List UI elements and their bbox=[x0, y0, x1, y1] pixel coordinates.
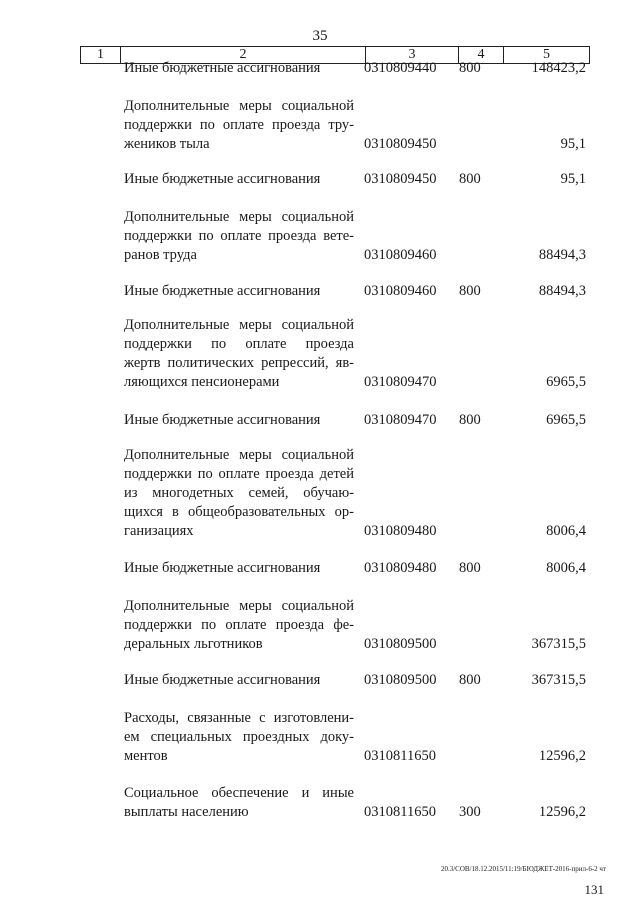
header-col-5: 5 bbox=[503, 47, 589, 63]
table-row bbox=[0, 208, 640, 265]
table-row bbox=[0, 97, 640, 154]
row-name bbox=[124, 446, 354, 541]
document-footer: 20.3/СОВ/18.12.2015/11:19/БЮДЖЕТ-2016-прил-6-2 чт bbox=[440, 865, 606, 873]
row-name-line: Расходы, связанные с изготовлени- bbox=[124, 710, 354, 726]
header-col-3: 3 bbox=[365, 47, 458, 63]
row-name-line: жертв политических репрессий, яв- bbox=[124, 355, 354, 371]
row-amount: 148423,2 bbox=[531, 60, 586, 76]
row-type: 800 bbox=[459, 672, 481, 688]
header-col-4: 4 bbox=[458, 47, 503, 63]
row-name-line: ганизациях bbox=[124, 523, 194, 539]
row-name-line: Дополнительные меры социальной bbox=[124, 98, 354, 114]
row-name-line: выплаты населению bbox=[124, 804, 249, 820]
table-row bbox=[0, 282, 640, 301]
row-name-line: ментов bbox=[124, 748, 168, 764]
row-amount: 12596,2 bbox=[538, 804, 586, 820]
table-row bbox=[0, 411, 640, 430]
table-row bbox=[0, 784, 640, 822]
row-name-line: Социальное обеспечение и иные bbox=[124, 785, 354, 801]
row-name bbox=[124, 709, 354, 766]
row-name-line: Иные бюджетные ассигнования bbox=[124, 283, 321, 299]
row-name bbox=[124, 170, 354, 189]
row-name bbox=[124, 316, 354, 392]
table-row bbox=[0, 709, 640, 766]
row-amount: 88494,3 bbox=[538, 247, 586, 263]
row-code: 0310809450 bbox=[364, 171, 437, 187]
row-name-line: Иные бюджетные ассигнования bbox=[124, 412, 321, 428]
table-row bbox=[0, 671, 640, 690]
row-type: 800 bbox=[459, 560, 481, 576]
row-name-line: Иные бюджетные ассигнования bbox=[124, 60, 321, 76]
row-name-line: Иные бюджетные ассигнования bbox=[124, 171, 321, 187]
row-name-line: Дополнительные меры социальной bbox=[124, 447, 354, 463]
row-type: 800 bbox=[459, 283, 481, 299]
row-code: 0310809500 bbox=[364, 672, 437, 688]
row-name-line: поддержки по оплате проезда фе- bbox=[124, 617, 354, 633]
row-code: 0310809440 bbox=[364, 60, 437, 76]
row-name-line: щихся в общеобразовательных ор- bbox=[124, 504, 354, 520]
table-row bbox=[0, 597, 640, 654]
row-amount: 6965,5 bbox=[546, 374, 586, 390]
page-mark: 131 bbox=[584, 882, 604, 897]
row-code: 0310809470 bbox=[364, 412, 437, 428]
row-code: 0310809470 bbox=[364, 374, 437, 390]
header-col-1: 1 bbox=[97, 47, 104, 62]
row-code: 0310811650 bbox=[364, 804, 436, 820]
row-name-line: Иные бюджетные ассигнования bbox=[124, 672, 321, 688]
row-amount: 8006,4 bbox=[546, 560, 586, 576]
row-name-line: из многодетных семей, обучаю- bbox=[124, 485, 354, 501]
row-name-line: поддержки по оплате проезда bbox=[124, 336, 354, 352]
row-name bbox=[124, 59, 354, 78]
row-name bbox=[124, 671, 354, 690]
row-amount: 8006,4 bbox=[546, 523, 586, 539]
row-name-line: Иные бюджетные ассигнования bbox=[124, 560, 321, 576]
row-amount: 95,1 bbox=[560, 171, 586, 187]
row-name-line: Дополнительные меры социальной bbox=[124, 598, 354, 614]
row-type: 300 bbox=[459, 804, 481, 820]
table-row bbox=[0, 559, 640, 578]
table-row bbox=[0, 59, 640, 78]
row-amount: 367315,5 bbox=[531, 672, 586, 688]
row-type: 800 bbox=[459, 60, 481, 76]
row-code: 0310809460 bbox=[364, 283, 437, 299]
row-code: 0310809480 bbox=[364, 560, 437, 576]
row-name bbox=[124, 208, 354, 265]
row-code: 0310809500 bbox=[364, 636, 437, 652]
row-amount: 6965,5 bbox=[546, 412, 586, 428]
row-name bbox=[124, 559, 354, 578]
row-name bbox=[124, 597, 354, 654]
row-code: 0310809450 bbox=[364, 136, 437, 152]
row-type: 800 bbox=[459, 412, 481, 428]
table-row bbox=[0, 170, 640, 189]
row-name-line: поддержки по оплате проезда тру- bbox=[124, 117, 354, 133]
row-code: 0310809480 bbox=[364, 523, 437, 539]
row-name bbox=[124, 282, 354, 301]
row-name-line: ранов труда bbox=[124, 247, 197, 263]
row-name-line: Дополнительные меры социальной bbox=[124, 317, 354, 333]
row-name bbox=[124, 97, 354, 154]
row-name-line: жеников тыла bbox=[124, 136, 210, 152]
row-amount: 12596,2 bbox=[538, 748, 586, 764]
row-amount: 88494,3 bbox=[538, 283, 586, 299]
row-name-line: поддержки по оплате проезда вете- bbox=[124, 228, 354, 244]
row-name-line: ляющихся пенсионерами bbox=[124, 374, 280, 390]
row-name bbox=[124, 784, 354, 822]
row-code: 0310811650 bbox=[364, 748, 436, 764]
row-code: 0310809460 bbox=[364, 247, 437, 263]
table-row bbox=[0, 446, 640, 541]
page-number: 35 bbox=[312, 28, 328, 44]
row-name-line: деральных льготников bbox=[124, 636, 263, 652]
row-amount: 367315,5 bbox=[531, 636, 586, 652]
row-name-line: ем специальных проездных доку- bbox=[124, 729, 354, 745]
row-name-line: Дополнительные меры социальной bbox=[124, 209, 354, 225]
table-row bbox=[0, 316, 640, 392]
header-col-2: 2 bbox=[120, 47, 365, 63]
row-type: 800 bbox=[459, 171, 481, 187]
row-name-line: поддержки по оплате проезда детей bbox=[124, 466, 354, 482]
row-name bbox=[124, 411, 354, 430]
row-amount: 95,1 bbox=[560, 136, 586, 152]
